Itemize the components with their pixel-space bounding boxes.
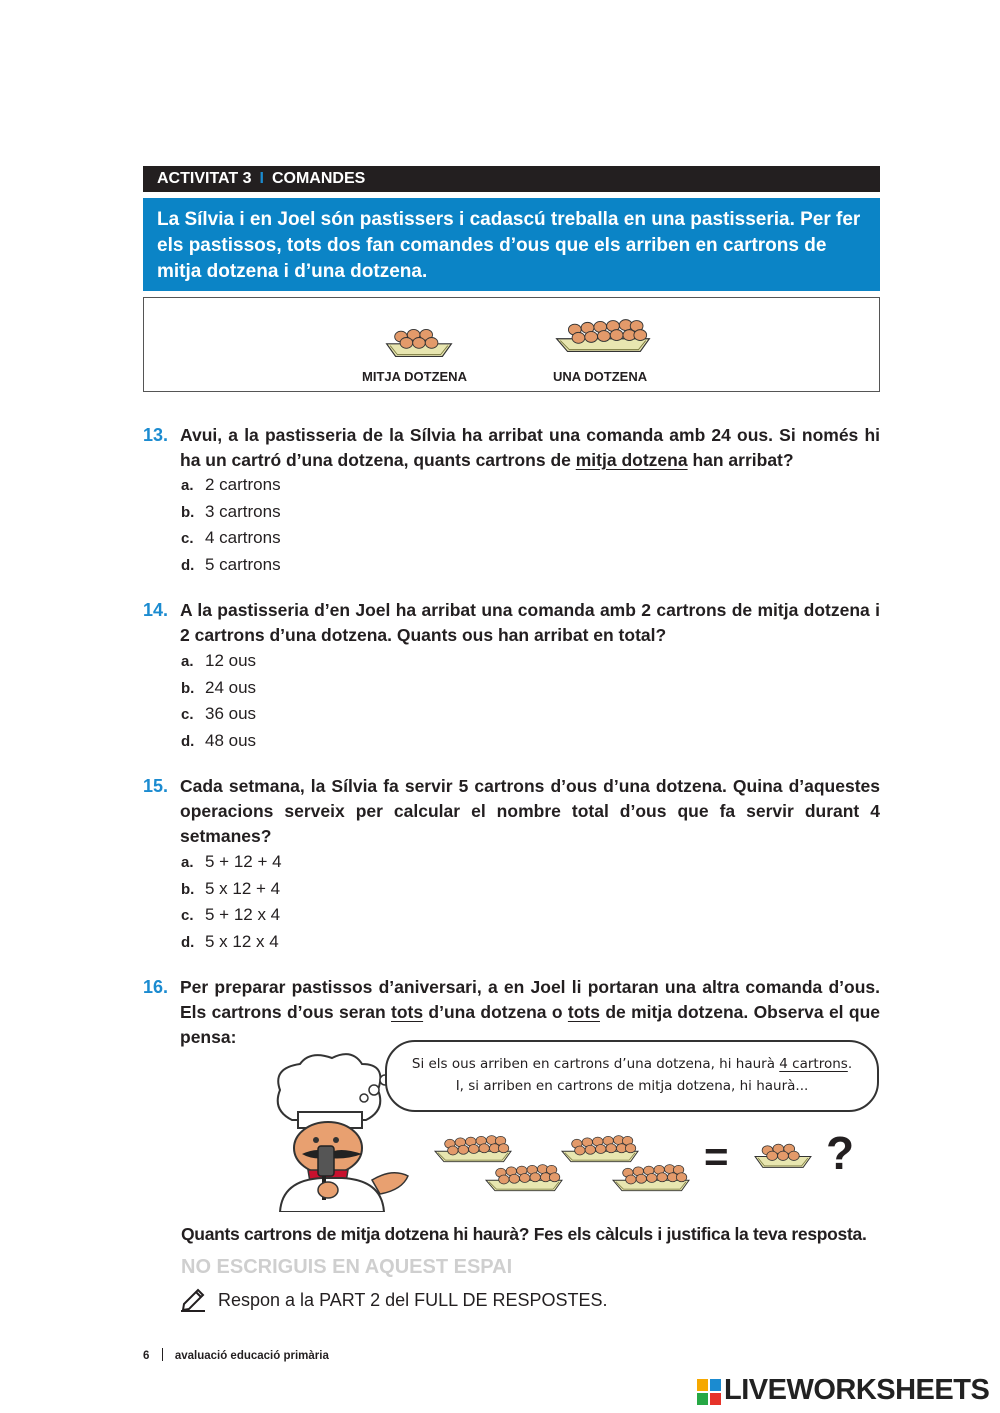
option-15-d[interactable]: d. 5 x 12 x 4: [181, 932, 279, 951]
option-13-a[interactable]: a. 2 cartrons: [181, 475, 281, 494]
option-13-b[interactable]: b. 3 cartrons: [181, 502, 281, 521]
question-number: 14.: [143, 600, 169, 620]
activity-separator: I: [259, 170, 264, 187]
dozen-label: UNA DOTZENA: [553, 369, 648, 384]
question-number: 16.: [143, 977, 169, 997]
option-14-d[interactable]: d. 48 ous: [181, 731, 257, 750]
dozen-carton-2: [483, 1157, 565, 1199]
question-15: [143, 774, 883, 849]
question-text: A la pastisseria d’en Joel ha arribat una comanda amb 2 cartrons de mitja dotzena i 2 cartrons d’una dotzena. Quants ous han arribat en total?: [180, 600, 880, 645]
liveworksheets-logo-icon: [697, 1379, 721, 1405]
page-number: 6: [143, 1350, 150, 1362]
option-13-d[interactable]: d. 5 cartrons: [181, 555, 281, 574]
half-dozen-label: MITJA DOTZENA: [362, 369, 467, 384]
activity-intro: La Sílvia i en Joel són pastissers i cadascú treballa en una pastisseria. Per fer els pastissos, tots dos fan comandes d’ous que els arriben en cartrons de mitja dotzena i d’una dotzena.: [143, 198, 880, 291]
dozen-carton-image: [553, 310, 653, 362]
question-text: Cada setmana, la Sílvia fa servir 5 cartrons d’ous d’una dotzena. Quina d’aquestes operacions serveix per calcular el nombre total d’ous que fa servir durant 4 setmanes?: [180, 776, 880, 846]
option-15-c[interactable]: c. 5 + 12 x 4: [181, 905, 281, 924]
page-footer: [143, 1348, 329, 1362]
option-14-c[interactable]: c. 36 ous: [181, 704, 257, 723]
question-number: 13.: [143, 425, 169, 445]
activity-label: ACTIVITAT 3: [157, 170, 252, 187]
half-dozen-carton-image: [383, 320, 455, 364]
respond-instruction: Respon a la PART 2 del FULL DE RESPOSTES.: [218, 1290, 608, 1310]
pencil-icon: [179, 1284, 207, 1312]
question-text: Avui, a la pastisseria de la Sílvia ha arribat una comanda amb 24 ous. Si només hi ha un cartró d’una dotzena, quants cartrons de mitja dotzena han arribat?: [180, 425, 880, 470]
option-14-b[interactable]: b. 24 ous: [181, 678, 257, 697]
no-write-notice: NO ESCRIGUIS EN AQUEST ESPAI: [181, 1256, 513, 1278]
option-13-c[interactable]: c. 4 cartrons: [181, 528, 281, 547]
question-mark: ?: [826, 1127, 855, 1179]
dozen-carton-4: [610, 1157, 692, 1199]
option-15-a[interactable]: a. 5 + 12 + 4: [181, 852, 282, 871]
footer-text: avaluació educació primària: [174, 1350, 329, 1362]
carton-legend: [143, 297, 880, 392]
equals-sign: =: [704, 1133, 729, 1180]
liveworksheets-brand[interactable]: LIVEWORKSHEETS: [724, 1374, 990, 1406]
option-14-a[interactable]: a. 12 ous: [181, 651, 257, 670]
question-13: [143, 423, 883, 473]
q16-subquestion: Quants cartrons de mitja dotzena hi haurà? Fes els càlculs i justifica la teva resposta.: [181, 1224, 867, 1244]
question-number: 15.: [143, 776, 169, 796]
thought-bubble: [385, 1040, 879, 1112]
option-15-b[interactable]: b. 5 x 12 + 4: [181, 879, 281, 898]
question-16: [143, 975, 883, 1050]
question-text: Per preparar pastissos d’aniversari, a en Joel li portaran una altra comanda d’ous. Els cartrons d’ous seran tots d’una dotzena o tots de mitja dotzena. Observa el que pensa:: [180, 977, 880, 1047]
question-14: [143, 598, 883, 648]
activity-title: COMANDES: [271, 170, 366, 187]
bubble-line-2: I, si arriben en cartrons de mitja dotzena, hi haurà...: [455, 1078, 809, 1094]
bubble-line-1: Si els ous arriben en cartrons d’una dotzena, hi haurà 4 cartrons.: [411, 1056, 853, 1072]
activity-header: [143, 166, 880, 192]
half-dozen-carton-unknown: [752, 1138, 814, 1172]
